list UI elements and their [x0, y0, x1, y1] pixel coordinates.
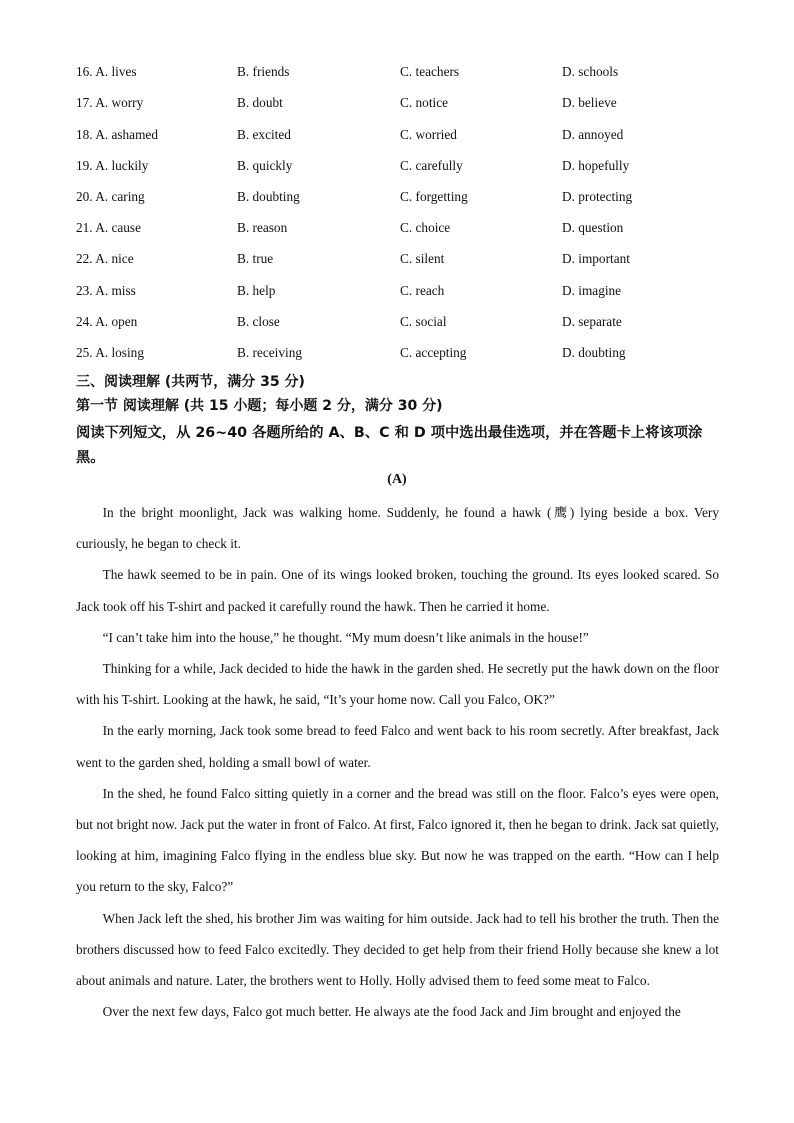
question-row-22 [76, 249, 726, 269]
option-c: C. forgetting [400, 189, 468, 204]
option-a: 23. A. miss [76, 283, 136, 298]
option-b: B. help [237, 283, 276, 298]
passage-title: (A) [387, 472, 407, 487]
option-b: B. reason [237, 220, 288, 235]
paragraph: In the early morning, Jack took some bread to feed Falco and went back to his room secretly. After breakfast, Jack went to the garden shed, holding a small bowl of water. [76, 723, 719, 770]
option-a: 21. A. cause [76, 220, 141, 235]
option-a: 25. A. losing [76, 345, 144, 360]
instructions: 阅读下列短文，从 26~40 各题所给的 A、B、C 和 D 项中选出最佳选项，并在答题卡上将该项涂黑。 [76, 425, 703, 466]
option-b: B. receiving [237, 345, 302, 360]
question-row-23 [76, 281, 726, 301]
option-b: B. true [237, 251, 274, 266]
paragraph: When Jack left the shed, his brother Jim was waiting for him outside. Jack had to tell his brother the truth. Then the brothers discussed how to feed Falco excitedly. They decided to get help from their friend Holly because she knew a lot about animals and nature. Later, the brothers went to Holly. Holly advised them to feed some meat to Falco. [76, 910, 719, 989]
option-a: 24. A. open [76, 314, 138, 329]
option-d: D. question [562, 220, 624, 235]
question-row-24 [76, 312, 726, 332]
option-c: C. worried [400, 127, 457, 142]
option-d: D. separate [562, 314, 622, 329]
option-c: C. carefully [400, 158, 463, 173]
option-d: D. annoyed [562, 127, 624, 142]
option-c: C. accepting [400, 345, 467, 360]
question-row-25 [76, 343, 726, 363]
option-b: B. friends [237, 64, 290, 79]
option-c: C. social [400, 314, 447, 329]
paragraph: “I can’t take him into the house,” he thought. “My mum doesn’t like animals in the house!” [102, 629, 589, 645]
question-row-17 [76, 93, 726, 113]
option-d: D. protecting [562, 189, 633, 204]
subsection-heading: 第一节 阅读理解 (共 15 小题；每小题 2 分，满分 30 分) [76, 398, 443, 414]
option-d: D. schools [562, 64, 619, 79]
paragraph: In the bright moonlight, Jack was walking home. Suddenly, he found a hawk (鹰) lying beside a box. Very curiously, he began to check it. [76, 505, 719, 552]
option-a: 19. A. luckily [76, 158, 149, 173]
question-row-16 [76, 62, 726, 82]
option-a: 22. A. nice [76, 251, 134, 266]
option-b: B. quickly [237, 158, 293, 173]
reading-passage [76, 497, 719, 1027]
option-a: 17. A. worry [76, 95, 144, 110]
paragraph: Thinking for a while, Jack decided to hide the hawk in the garden shed. He secretly put the hawk down on the floor with his T-shirt. Looking at the hawk, he said, “It’s your home now. Call you Falco, OK?” [76, 661, 719, 708]
option-b: B. doubt [237, 95, 283, 110]
option-d: D. doubting [562, 345, 626, 360]
option-c: C. reach [400, 283, 445, 298]
option-a: 20. A. caring [76, 189, 145, 204]
option-b: B. close [237, 314, 280, 329]
option-b: B. excited [237, 127, 291, 142]
option-d: D. imagine [562, 283, 622, 298]
option-c: C. silent [400, 251, 445, 266]
paragraph: Over the next few days, Falco got much better. He always ate the food Jack and Jim brought and enjoyed the [102, 1004, 681, 1020]
paragraph: In the shed, he found Falco sitting quietly in a corner and the bread was still on the floor. Falco’s eyes were open, but not bright now. Jack put the water in front of Falco. At first, Falco ignored it, then he began to drink. Jack sat quietly, looking at him, imagining Falco flying in the endless blue sky. But now he was trapped on the earth. “How can I help you return to the sky, Falco?” [76, 785, 719, 895]
option-d: D. important [562, 251, 630, 266]
option-a: 16. A. lives [76, 64, 137, 79]
option-b: B. doubting [237, 189, 300, 204]
question-row-19 [76, 156, 726, 176]
option-c: C. choice [400, 220, 451, 235]
question-row-18 [76, 125, 726, 145]
question-row-21 [76, 218, 726, 238]
question-row-20 [76, 187, 726, 207]
section-heading: 三、阅读理解 (共两节，满分 35 分) [76, 374, 305, 390]
option-d: D. hopefully [562, 158, 630, 173]
option-c: C. notice [400, 95, 449, 110]
option-a: 18. A. ashamed [76, 127, 158, 142]
option-c: C. teachers [400, 64, 460, 79]
option-d: D. believe [562, 95, 617, 110]
paragraph: The hawk seemed to be in pain. One of its wings looked broken, touching the ground. Its eyes looked scared. So Jack took off his T-shirt and packed it carefully round the hawk. Then he carried it home. [76, 567, 719, 614]
